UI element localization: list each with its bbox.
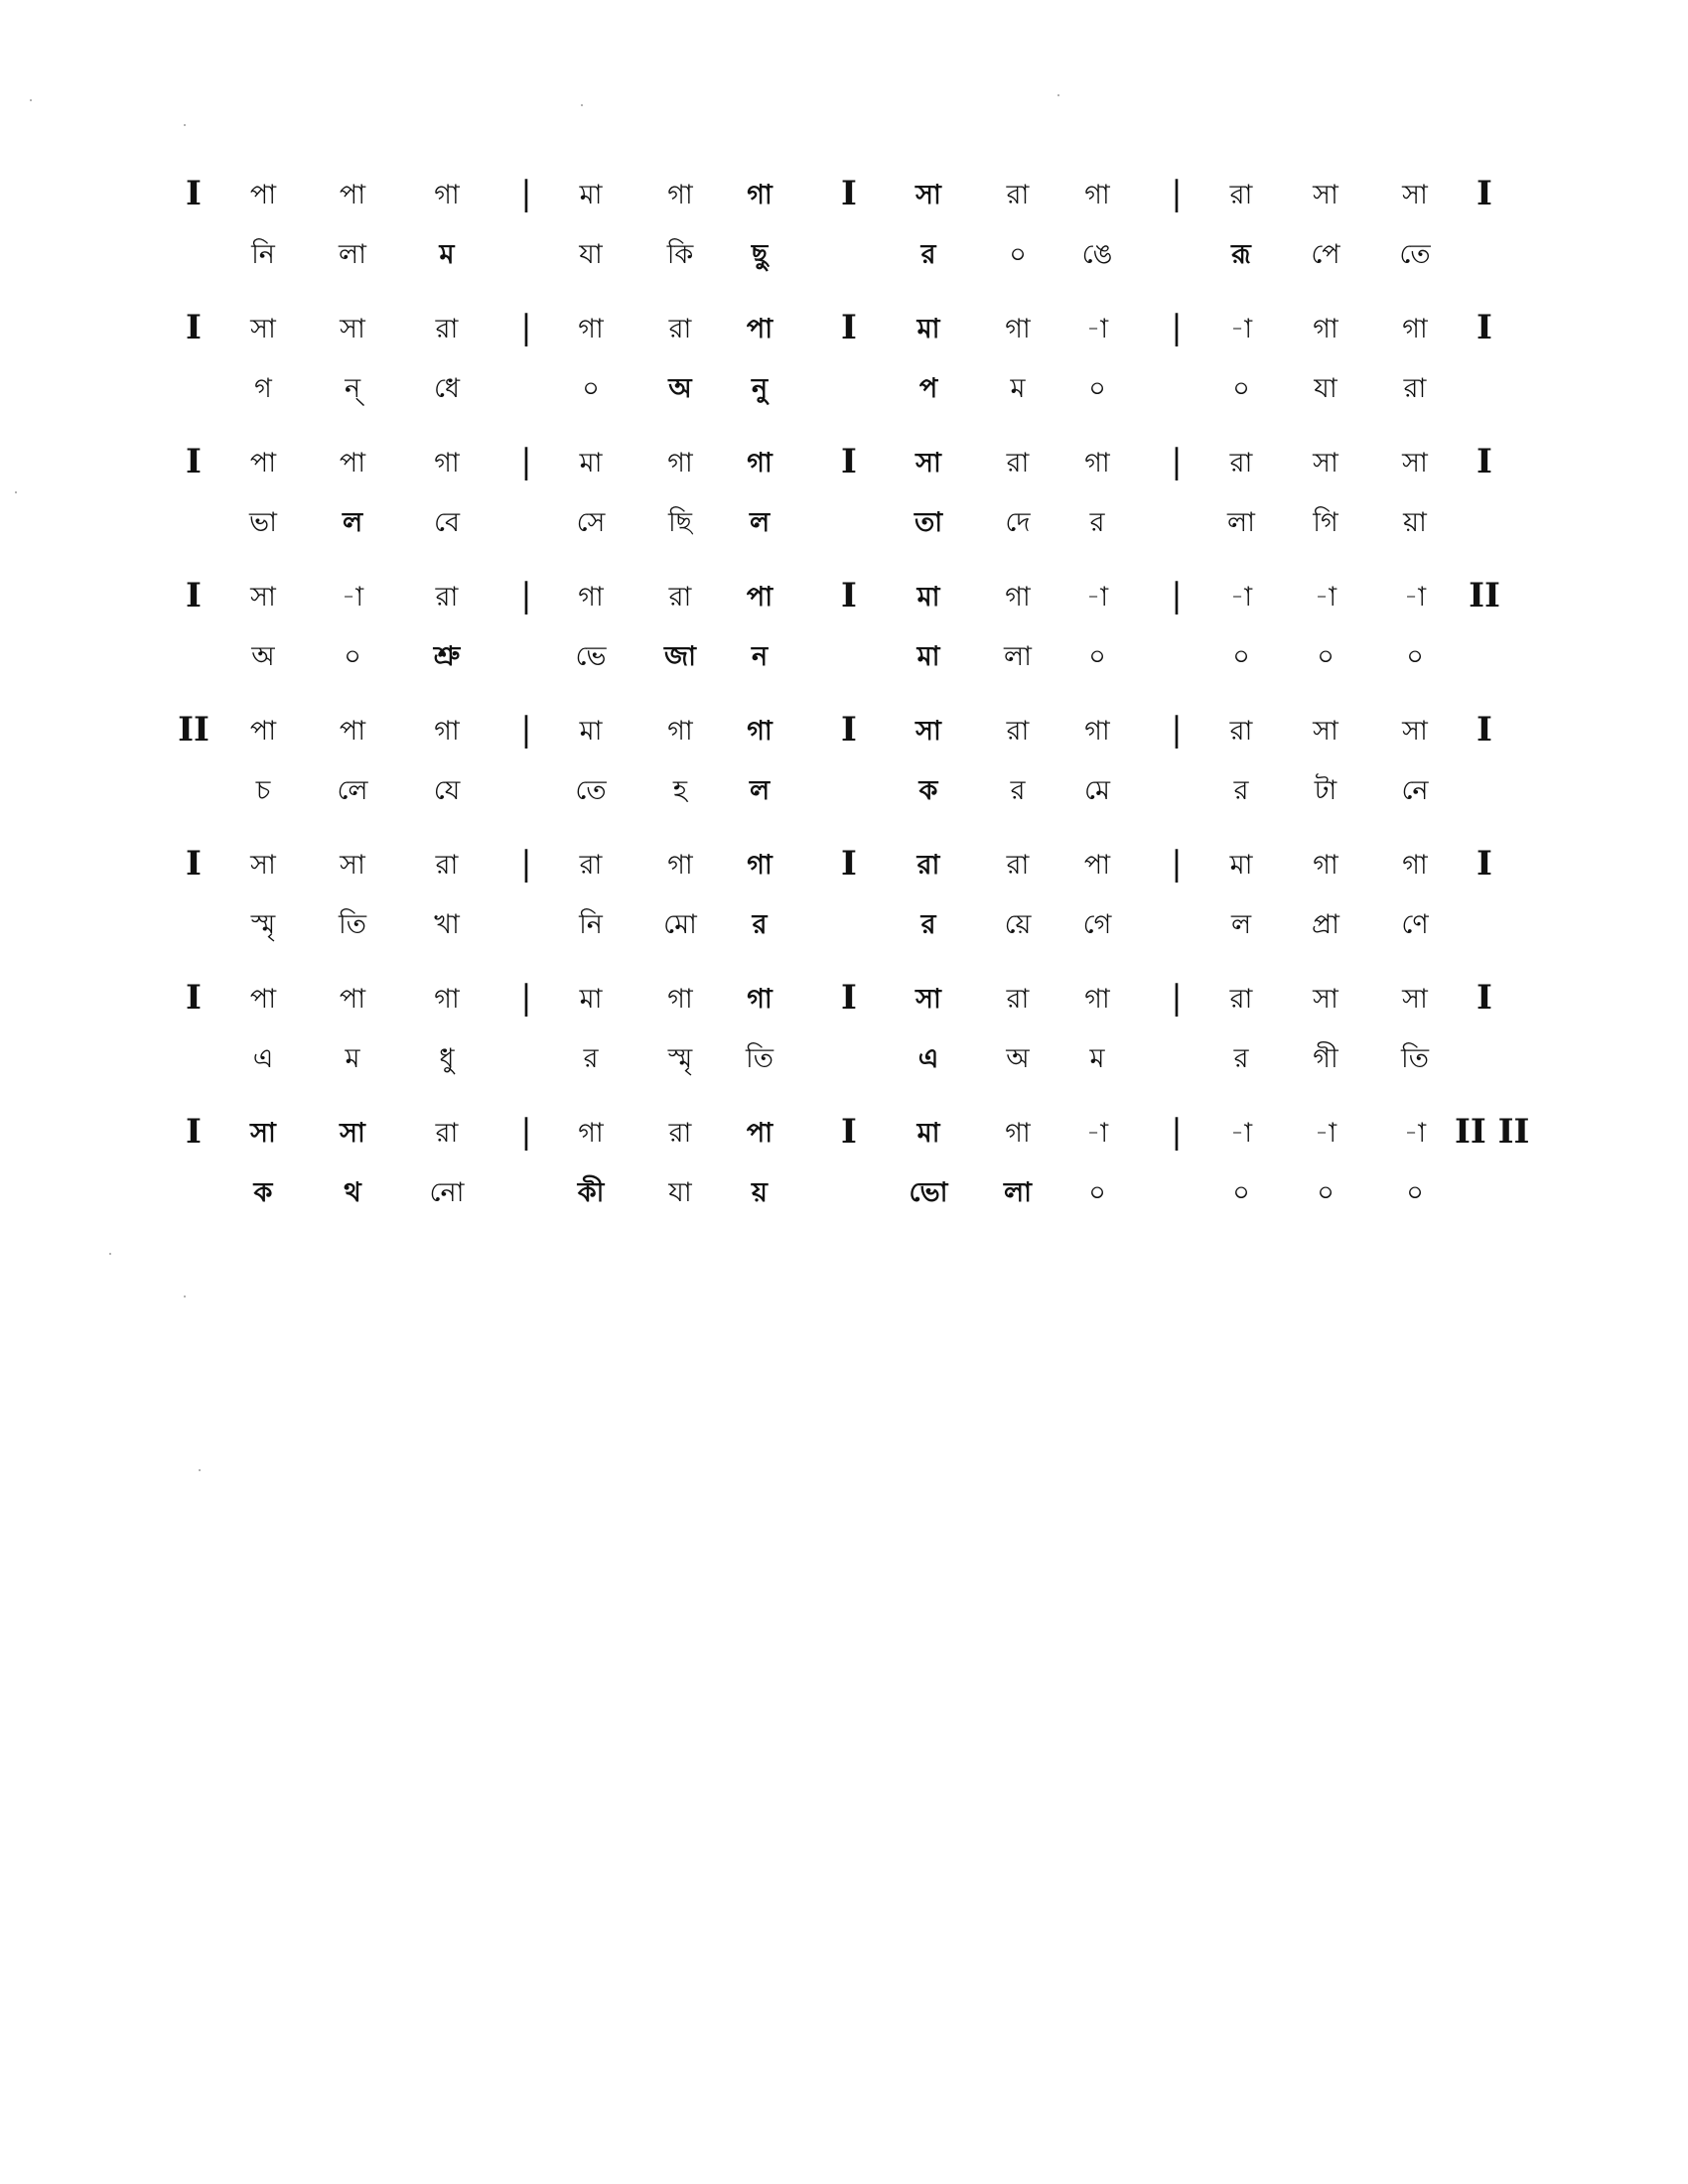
lyric-syllable: র — [920, 239, 936, 270]
lyric-syllable: লা — [1004, 641, 1032, 672]
swar-note: গা — [747, 984, 773, 1015]
bar-line: | — [1171, 978, 1183, 1018]
lyric-syllable: জা — [664, 641, 696, 672]
swar-note: রা — [1006, 716, 1030, 747]
bar-line: I — [1477, 308, 1492, 347]
lyric-syllable: গী — [1313, 1043, 1338, 1074]
swar-note: পা — [249, 180, 277, 210]
lyric-syllable: র — [1233, 1043, 1249, 1074]
bar-line: I — [841, 710, 857, 750]
swar-note: রা — [1229, 448, 1253, 478]
swar-note: গা — [667, 448, 693, 478]
lyric-syllable: রূ — [1231, 239, 1251, 270]
swar-note: গা — [667, 850, 693, 881]
lyric-syllable: ভো — [909, 1177, 948, 1208]
swar-note: গা — [1402, 850, 1428, 881]
swar-note: গা — [434, 984, 460, 1015]
lyric-syllable: ০ — [1232, 1177, 1250, 1208]
lyric-syllable: র — [1010, 775, 1026, 806]
bar-line: I — [841, 844, 857, 884]
swar-note: সা — [1313, 448, 1338, 478]
swar-note: মা — [579, 984, 603, 1015]
bar-line: | — [1171, 174, 1183, 213]
swar-row — [0, 576, 1688, 619]
swar-note: সা — [915, 984, 941, 1015]
swar-note: সা — [340, 314, 365, 344]
lyric-syllable: ০ — [1406, 1177, 1424, 1208]
swar-note: রা — [435, 1118, 459, 1149]
lyric-syllable: ছি — [667, 507, 693, 538]
lyric-syllable: র — [1233, 775, 1249, 806]
swar-note: গা — [1005, 1118, 1031, 1149]
bar-line: I — [186, 844, 202, 884]
lyric-syllable: পে — [1311, 239, 1340, 270]
swar-note: গা — [667, 984, 693, 1015]
lyric-syllable: ০ — [1088, 1177, 1106, 1208]
lyric-syllable: ল — [1230, 909, 1252, 940]
notation-line — [0, 308, 1688, 427]
swar-note: গা — [434, 180, 460, 210]
lyric-syllable: ভে — [575, 641, 607, 672]
swar-note: -া — [1314, 1118, 1337, 1149]
lyric-syllable: তি — [339, 909, 366, 940]
bar-line: II — [178, 710, 210, 750]
lyric-row — [0, 1037, 1688, 1081]
lyric-syllable: লা — [1227, 507, 1255, 538]
lyric-syllable: দে — [1005, 507, 1031, 538]
swar-note: মা — [916, 1118, 940, 1149]
lyric-syllable: ম — [345, 1043, 360, 1074]
swar-note: রা — [1006, 850, 1030, 881]
swar-note: গা — [578, 314, 604, 344]
notation-line — [0, 710, 1688, 829]
lyric-syllable: য়া — [1403, 507, 1427, 538]
lyric-syllable: শ্রু — [433, 641, 461, 672]
swar-note: গা — [1084, 984, 1110, 1015]
lyric-syllable: ০ — [1232, 373, 1250, 404]
scan-speck — [30, 99, 32, 101]
swar-row — [0, 174, 1688, 217]
swar-note: গা — [578, 582, 604, 613]
lyric-syllable: তে — [1399, 239, 1431, 270]
bar-line: I — [1477, 844, 1492, 884]
swar-note: গা — [747, 448, 773, 478]
lyric-syllable: ল — [342, 507, 363, 538]
swar-note: -া — [1085, 314, 1109, 344]
bar-line: I — [1477, 442, 1492, 481]
swar-note: সা — [1402, 180, 1428, 210]
bar-line: I — [841, 576, 857, 615]
lyric-row — [0, 769, 1688, 813]
swar-note: সা — [250, 314, 276, 344]
lyric-row — [0, 233, 1688, 277]
lyric-syllable: যা — [579, 239, 603, 270]
notation-line — [0, 1112, 1688, 1231]
swar-note: গা — [667, 180, 693, 210]
swar-note: রা — [1006, 180, 1030, 210]
swar-note: সা — [340, 850, 365, 881]
lyric-syllable: চ — [255, 775, 271, 806]
bar-line: | — [1171, 442, 1183, 481]
lyric-syllable: ক — [253, 1177, 273, 1208]
lyric-syllable: হ — [672, 775, 688, 806]
swar-note: পা — [746, 582, 774, 613]
swar-row — [0, 1112, 1688, 1156]
bar-line: I — [186, 576, 202, 615]
lyric-syllable: ০ — [1406, 641, 1424, 672]
bar-line: | — [1171, 844, 1183, 884]
lyric-syllable: নি — [579, 909, 603, 940]
lyric-syllable: ম — [439, 239, 455, 270]
lyric-syllable: তি — [1401, 1043, 1429, 1074]
swar-note: গা — [1084, 180, 1110, 210]
swar-note: সা — [1402, 984, 1428, 1015]
lyric-syllable: প্রা — [1312, 909, 1339, 940]
swar-note: সা — [1402, 448, 1428, 478]
swar-note: মা — [916, 582, 940, 613]
bar-line: | — [520, 442, 532, 481]
swar-note: পা — [339, 180, 366, 210]
lyric-syllable: খা — [434, 909, 460, 940]
bar-line: | — [520, 576, 532, 615]
swar-note: পা — [249, 716, 277, 747]
lyric-syllable: ণে — [1401, 909, 1429, 940]
lyric-row — [0, 1171, 1688, 1215]
swar-note: গা — [434, 716, 460, 747]
swar-note: সা — [915, 448, 941, 478]
scan-speck — [199, 1469, 201, 1471]
swar-note: পা — [249, 448, 277, 478]
lyric-syllable: লা — [339, 239, 366, 270]
lyric-syllable: র — [752, 909, 768, 940]
bar-line: | — [1171, 1112, 1183, 1152]
lyric-syllable: মা — [916, 641, 940, 672]
bar-line: I — [1477, 978, 1492, 1018]
swar-row — [0, 308, 1688, 351]
lyric-syllable: রা — [1403, 373, 1427, 404]
swar-note: গা — [578, 1118, 604, 1149]
lyric-syllable: সে — [576, 507, 606, 538]
lyric-syllable: লা — [1004, 1177, 1032, 1208]
swar-note: রা — [668, 1118, 692, 1149]
lyric-syllable: ০ — [1232, 641, 1250, 672]
notation-line — [0, 442, 1688, 561]
swar-note: রা — [435, 582, 459, 613]
lyric-syllable: লে — [337, 775, 368, 806]
swar-note: পা — [746, 314, 774, 344]
scan-speck — [1057, 94, 1059, 96]
lyric-syllable: য় — [752, 1177, 768, 1208]
swar-note: রা — [668, 582, 692, 613]
lyric-syllable: বে — [434, 507, 460, 538]
lyric-syllable: ০ — [1317, 1177, 1335, 1208]
lyric-syllable: এ — [252, 1043, 274, 1074]
bar-line: II II — [1455, 1112, 1530, 1152]
swar-note: রা — [1006, 448, 1030, 478]
swar-row — [0, 710, 1688, 753]
swar-note: রা — [668, 314, 692, 344]
lyric-syllable: ন্ — [344, 373, 361, 404]
lyric-syllable: ম — [1089, 1043, 1105, 1074]
lyric-syllable: এ — [917, 1043, 939, 1074]
lyric-syllable: প — [918, 373, 938, 404]
swar-note: -া — [1229, 314, 1253, 344]
lyric-syllable: ল — [749, 775, 771, 806]
bar-line: | — [520, 1112, 532, 1152]
lyric-syllable: তে — [575, 775, 607, 806]
bar-line: I — [841, 442, 857, 481]
swar-note: গা — [747, 716, 773, 747]
lyric-syllable: ধে — [433, 373, 461, 404]
swar-note: মা — [579, 716, 603, 747]
swar-note: রা — [435, 314, 459, 344]
lyric-syllable: র — [1089, 507, 1105, 538]
lyric-syllable: টা — [1314, 775, 1337, 806]
swar-note: সা — [340, 1118, 365, 1149]
scan-speck — [109, 1253, 111, 1255]
lyric-syllable: ভা — [249, 507, 277, 538]
swar-note: সা — [1313, 716, 1338, 747]
swar-note: সা — [915, 180, 941, 210]
bar-line: I — [841, 174, 857, 213]
bar-line: I — [841, 978, 857, 1018]
lyric-syllable: কি — [666, 239, 694, 270]
swar-note: রা — [1006, 984, 1030, 1015]
lyric-syllable: ঙে — [1081, 239, 1113, 270]
lyric-syllable: ম — [1010, 373, 1026, 404]
swar-note: -া — [1229, 1118, 1253, 1149]
bar-line: I — [841, 308, 857, 347]
swar-note: -া — [1403, 1118, 1427, 1149]
lyric-syllable: যা — [1314, 373, 1337, 404]
bar-line: I — [186, 174, 202, 213]
swar-note: গা — [434, 448, 460, 478]
lyric-syllable: তি — [746, 1043, 774, 1074]
lyric-syllable: নে — [1401, 775, 1429, 806]
swar-note: -া — [341, 582, 364, 613]
swar-note: রা — [1229, 180, 1253, 210]
swar-note: সা — [1313, 984, 1338, 1015]
swar-note: মা — [579, 448, 603, 478]
swar-note: সা — [1313, 180, 1338, 210]
scan-speck — [184, 1296, 186, 1297]
lyric-syllable: যে — [433, 775, 461, 806]
swar-note: গা — [747, 850, 773, 881]
lyric-syllable: র — [583, 1043, 599, 1074]
bar-line: I — [186, 442, 202, 481]
swar-note: রা — [435, 850, 459, 881]
lyric-syllable: স্মৃ — [667, 1043, 693, 1074]
swar-note: -া — [1314, 582, 1337, 613]
lyric-syllable: অ — [251, 641, 275, 672]
lyric-syllable: নি — [251, 239, 275, 270]
lyric-syllable: ধু — [439, 1043, 455, 1074]
bar-line: | — [1171, 576, 1183, 615]
bar-line: | — [520, 844, 532, 884]
swar-note: সা — [915, 716, 941, 747]
swar-note: পা — [339, 448, 366, 478]
swar-note: রা — [579, 850, 603, 881]
notation-line — [0, 844, 1688, 963]
lyric-syllable: ০ — [1088, 641, 1106, 672]
lyric-syllable: ০ — [1088, 373, 1106, 404]
lyric-syllable: ন — [751, 641, 769, 672]
bar-line: I — [1477, 174, 1492, 213]
lyric-syllable: স্মৃ — [250, 909, 276, 940]
bar-line: I — [186, 308, 202, 347]
swar-note: সা — [250, 850, 276, 881]
lyric-syllable: য়ে — [1004, 909, 1032, 940]
swar-note: সা — [250, 582, 276, 613]
notation-line — [0, 576, 1688, 695]
swar-note: গা — [747, 180, 773, 210]
lyric-syllable: ক — [918, 775, 938, 806]
swar-note: মা — [916, 314, 940, 344]
swar-note: পা — [746, 1118, 774, 1149]
lyric-syllable: ০ — [1317, 641, 1335, 672]
swar-note: -া — [1085, 582, 1109, 613]
lyric-syllable: ০ — [582, 373, 600, 404]
swar-note: গা — [1313, 314, 1338, 344]
lyric-syllable: গি — [1313, 507, 1338, 538]
lyric-syllable: নো — [429, 1177, 465, 1208]
swar-note: মা — [1229, 850, 1253, 881]
lyric-syllable: গে — [1082, 909, 1112, 940]
lyric-syllable: ০ — [1009, 239, 1027, 270]
swar-note: -া — [1229, 582, 1253, 613]
swar-note: পা — [1083, 850, 1111, 881]
swar-row — [0, 844, 1688, 887]
lyric-row — [0, 501, 1688, 545]
lyric-row — [0, 903, 1688, 947]
bar-line: | — [1171, 710, 1183, 750]
lyric-syllable: কী — [577, 1177, 605, 1208]
swar-note: রা — [1229, 984, 1253, 1015]
bar-line: I — [186, 1112, 202, 1152]
lyric-syllable: র — [920, 909, 936, 940]
lyric-syllable: যা — [668, 1177, 692, 1208]
swar-note: পা — [339, 716, 366, 747]
bar-line: I — [186, 978, 202, 1018]
bar-line: II — [1469, 576, 1500, 615]
lyric-syllable: গ — [254, 373, 272, 404]
swar-note: সা — [250, 1118, 276, 1149]
scan-speck — [184, 124, 186, 126]
lyric-syllable: অ — [668, 373, 692, 404]
swar-note: গা — [667, 716, 693, 747]
swar-note: পা — [249, 984, 277, 1015]
lyric-syllable: ল — [749, 507, 771, 538]
swar-note: গা — [1005, 314, 1031, 344]
lyric-row — [0, 367, 1688, 411]
swar-note: গা — [1084, 448, 1110, 478]
swar-note: মা — [579, 180, 603, 210]
swar-row — [0, 442, 1688, 485]
lyric-syllable: ০ — [344, 641, 361, 672]
swar-note: রা — [916, 850, 940, 881]
lyric-syllable: থ — [344, 1177, 361, 1208]
notation-line — [0, 978, 1688, 1097]
notation-line — [0, 174, 1688, 293]
lyric-syllable: অ — [1006, 1043, 1030, 1074]
lyric-syllable: মে — [1084, 775, 1110, 806]
swar-note: -া — [1085, 1118, 1109, 1149]
lyric-row — [0, 635, 1688, 679]
lyric-syllable: নু — [751, 373, 769, 404]
bar-line: | — [520, 174, 532, 213]
swar-note: -া — [1403, 582, 1427, 613]
bar-line: I — [841, 1112, 857, 1152]
bar-line: | — [1171, 308, 1183, 347]
scan-speck — [581, 104, 583, 106]
swar-note: গা — [1313, 850, 1338, 881]
swar-note: পা — [339, 984, 366, 1015]
swar-note: গা — [1005, 582, 1031, 613]
bar-line: I — [1477, 710, 1492, 750]
lyric-syllable: ছু — [751, 239, 769, 270]
lyric-syllable: মো — [663, 909, 697, 940]
bar-line: | — [520, 308, 532, 347]
swar-note: গা — [1084, 716, 1110, 747]
swar-note: রা — [1229, 716, 1253, 747]
lyric-syllable: তা — [914, 507, 943, 538]
bar-line: | — [520, 978, 532, 1018]
swar-note: সা — [1402, 716, 1428, 747]
bar-line: | — [520, 710, 532, 750]
swar-row — [0, 978, 1688, 1022]
swar-note: গা — [1402, 314, 1428, 344]
